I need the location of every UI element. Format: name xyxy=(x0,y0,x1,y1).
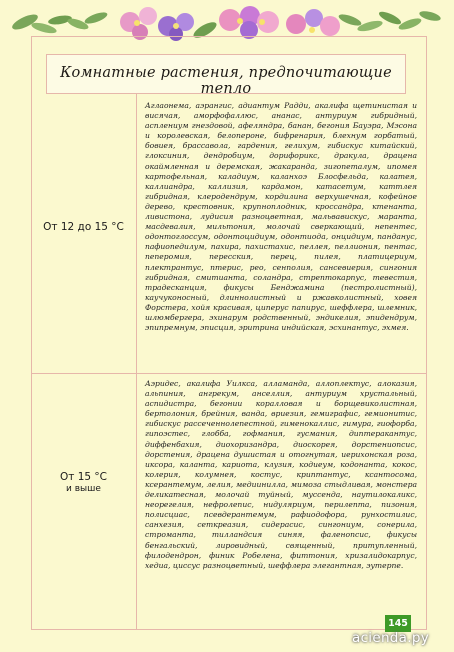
leaf-sprig-left xyxy=(10,10,108,35)
page-title: Комнатные растения, предпочитающие тепло xyxy=(60,65,392,97)
page-number-badge: 145 xyxy=(385,615,411,632)
temperature-range-label: От 12 до 15 °С xyxy=(43,221,124,233)
table-row-plants: Аэридес, акалифа Уилкса, алламанда, аллоплектус, алоказия, альпиния, ангрекум, анселлия, антуриум хрустальный, аспидистра, бегонии коралловая и борщевиколистная, бертолония, брейния, ванда, вриезия, гемиграфис, гемионитис, гибискус рассеченнолепестной, гименокаллис, гимура, гиофорба, гипоэстес, глобба, гофмания, гусмания, диптеракантус, диффенбахия, диохоризандра, диоскорея, дорстениопсис, дорстения, драцена душистая и отогнутая, иерихонская роза, иксора, каланта, кариота, клузия, кодиеум, кодонанта, кокос, колерия, колумнея, костус, криптантус, ксантосома, ксерантемум, лелия, медиинилла, мимоза стыдливая, монстера деликатесная, молочай туйный, муссенда, наутилокаликс, неорегелия, нефролепис, нидуляриум, перилепта, пизония, полисциас, псевдерантемум, рафиодофора, рунхостилис, санхезия, сеткреазия, сидерасис, сингониум, сонерила, стромантa, тилландсия синяя, фаленопсис, фикусы бенгальский, лировидный, священный, притупленный, филодендрон, финик Робелена, фиттония, хризалидокарпус, хедиа, циссус разноцветный, шеффлера элегантная, эутерпе. xyxy=(145,379,417,570)
watermark: асienda.ру xyxy=(352,630,429,646)
temperature-range-sublabel: и выше xyxy=(66,484,101,494)
leaf-sprig-right xyxy=(356,9,441,33)
row-divider xyxy=(31,373,427,374)
table-row-condition xyxy=(31,471,136,494)
table-row-plants: Аглаонема, аэрангис, адиантум Радди, акалифа щетинистая и висячая, аморфофаллюс, ананас, антуриум гибридный, асплениум гнездовой, афеляндра, банан, бегония Бауэра, Мэсона и королевская, белоперонe, бифренария, блехнум горбатый, бовиея, брассавола, гардения, гелихум, гибискус китайский, глоксиния, дендробиум, дорифорикс, дракула, драцена окаймленная и деремская, жакаранда, зигопеталум, ипомея картофельная, каладиум, каланхоэ Блосфельда, калатея, каллиандра, каллизия, кардамон, катасетум, каттлея гибридная, клеродендрум, кордилина верхушечная, кофейное дерево, крестовник, крупноплодник, кроссандра, ктенанта, ливистона, лудисия разноцветная, мальвавискус, маранта, масдевалия, мильтония, молочай сверкающий, непентес, одонтоглоссум, одонтоцидиум, одонтиода, онцидиум, панданус, пафиопедилум, пахира, пахистахис, пеллея, пеллиония, пентас, пеперомия, пересския, перец, пилея, платицериум, плектрантус, птерис, рео, сенполия, сансевиерия, сингония гибридная, смитианта, соландра, стрептокарпус, тевестия, традесканция, фикусы Бенджамина (пестролистный), каучуконосный, длиннолистный и ржавколистный, ховея Форстера, хойя красивая, циперус папирус, шеффлера, шлемник, шлюмбергера, эхинарум родственный, эндикелия, эпидендрум, эпипремнум, эписция, эритрина индийская, эсхинантус, эхмея. xyxy=(145,101,417,333)
title-box xyxy=(46,54,406,97)
right-flower-cluster xyxy=(286,9,363,36)
column-divider xyxy=(136,93,137,630)
plant-temperature-table xyxy=(31,93,427,630)
table-row-condition xyxy=(31,221,136,233)
temperature-range-label: От 15 °С xyxy=(60,471,107,483)
